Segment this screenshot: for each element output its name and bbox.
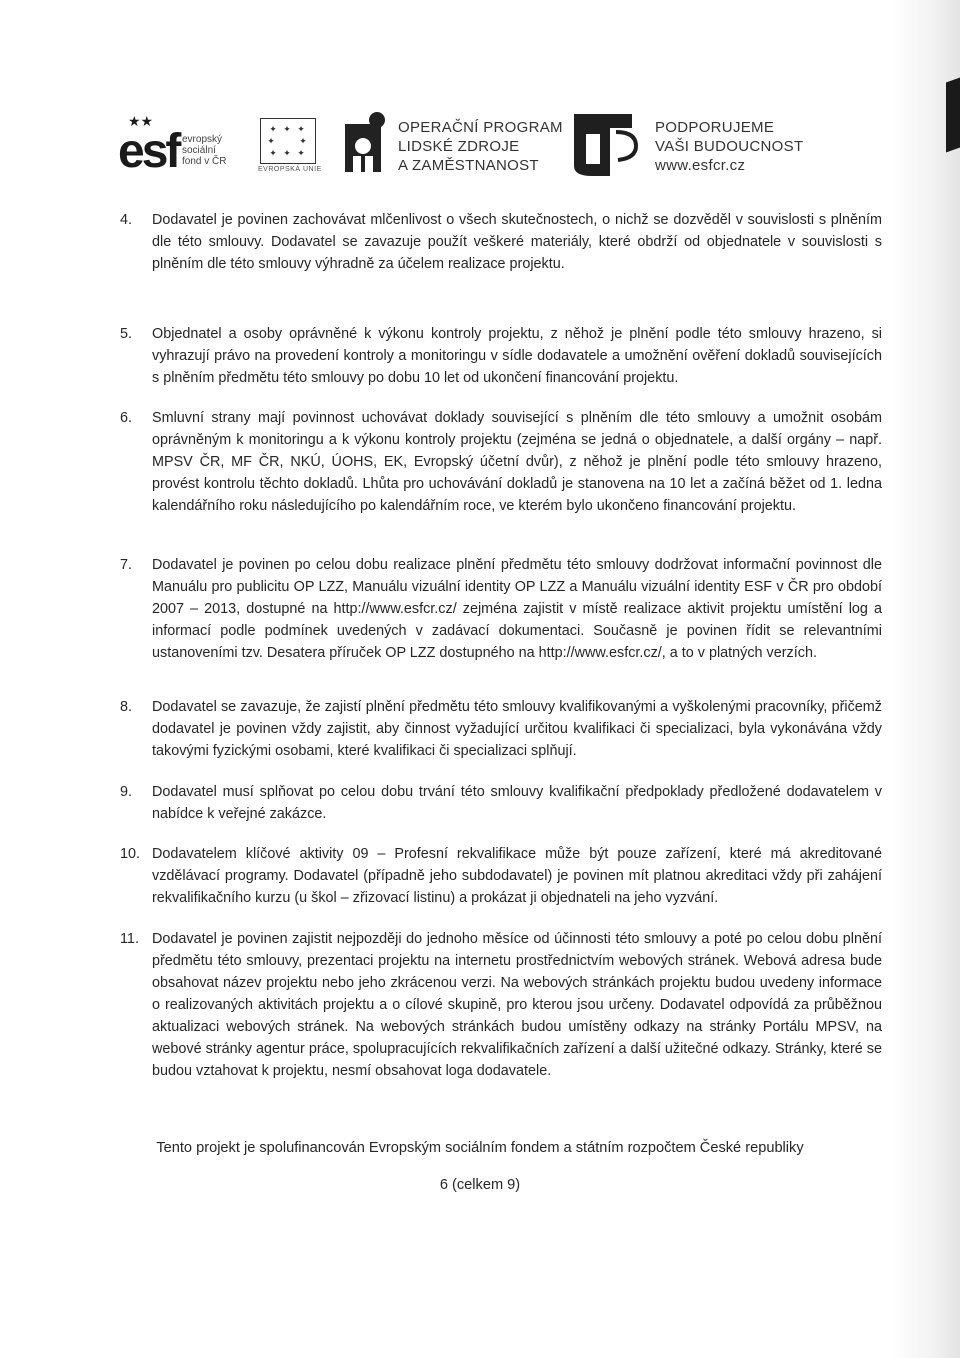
contract-clause-7 xyxy=(120,554,882,664)
op-lz-line: A ZAMĚSTNANOST xyxy=(398,157,539,174)
contract-clause-8 xyxy=(120,696,882,762)
support-line: VAŠI BUDOUCNOST xyxy=(655,138,804,155)
clause-text: Dodavatel je povinen zajistit nejpozději do jednoho měsíce od účinnosti této smlouvy a poté po celou dobu plnění předmětu této smlouvy, prezentaci projektu na internetu prostřednictvím webových stránek. Webová adresa bude obsahovat název projektu nebo jeho zkrácenou verzi. Na webových stránkách projektu budou uvedeny informace o realizovaných aktivitách projektu a o cílové skupině, pro kterou jsou určeny. Dodavatel odpovídá za průběžnou aktualizaci webových stránek. Na webových stránkách budou umístěny odkazy na stránky Portálu MPSV, na webové stránky agentur práce, spolupracujících rekvalifikačních zařízení a další užitečné odkazy. Stránky, které se budou vztahovat k projektu, nesmí obsahovat loga dodavatele. xyxy=(152,931,882,1079)
clause-number: 10. xyxy=(120,846,141,862)
esf-logo-line: fond v ČR xyxy=(182,156,227,167)
eu-flag-icon: ✦ ✦ ✦ ✦ ✦ ✦ ✦ ✦ xyxy=(260,118,316,164)
clause-text: Dodavatel se zavazuje, že zajistí plnění předmětu této smlouvy kvalifikovanými a vyškolenými pracovníky, přičemž dodavatel je povinen vždy zajistit, aby činnost vyžadující určitou kvalifikaci či specializaci, byla vykonávána vždy takovými fyzickými osobami, které kvalifikaci či specializaci splňují. xyxy=(152,699,882,759)
clause-text: Dodavatel je povinen zachovávat mlčenlivost o všech skutečnostech, o nichž se dozvěděl v souvislosti s plněním dle této smlouvy. Dodavatel se zavazuje použít veškeré materiály, které obdrží od objednatele v souvislosti s plněním dle této smlouvy výhradně za účelem realizace projektu. xyxy=(152,212,882,272)
clause-number: 9. xyxy=(120,784,133,800)
esf-logo xyxy=(118,113,322,178)
header-logos xyxy=(118,108,818,183)
clause-number: 6. xyxy=(120,410,133,426)
clause-text: Dodavatel je povinen po celou dobu realizace plnění předmětu této smlouvy dodržovat informační povinnost dle Manuálu pro publicitu OP LZZ, Manuálu vizuální identity OP LZZ a Manuálu vizuální identity ESF v ČR pro období 2007 – 2013, dostupné na http://www.esfcr.cz/ zejména zajistit v místě realizace aktivit projektu umístění log a informací podle podmínek uvedených v zadávací dokumentaci. Současně je povinen řídit se relevantními ustanoveními tzv. Desatera příruček OP LZZ dostupného na http://www.esfcr.cz/, a to v platných verzích. xyxy=(152,557,882,661)
cofinancing-note: Tento projekt je spolufinancován Evropským sociálním fondem a státním rozpočtem České republiky xyxy=(156,1140,804,1156)
support-url: www.esfcr.cz xyxy=(655,157,746,174)
clause-text: Dodavatel musí splňovat po celou dobu trvání této smlouvy kvalifikační předpoklady předložené dodavatelem v nabídce k veřejné zakázce. xyxy=(152,784,882,822)
star-icon: ★★ xyxy=(128,113,154,129)
page-number: 6 (celkem 9) xyxy=(439,1177,521,1193)
clause-number: 4. xyxy=(120,212,133,228)
esf-logo-text xyxy=(182,134,226,167)
clause-number: 11. xyxy=(120,931,139,947)
contract-clause-6 xyxy=(120,407,882,517)
contract-clause-10 xyxy=(120,843,882,909)
support-future-text xyxy=(655,118,803,175)
op-lz-line: OPERAČNÍ PROGRAM xyxy=(398,119,563,136)
esf-logo-line: evropský xyxy=(182,134,223,145)
contract-clause-11 xyxy=(120,928,882,1082)
clause-text: Smluvní strany mají povinnost uchovávat doklady související s plněním dle této smlouvy a umožnit osobám oprávněným k monitoringu a k výkonu kontroly projektu (zejména se jedná o objednatele, a další orgány – např. MPSV ČR, MF ČR, NKÚ, ÚOHS, EK, Evropský účetní dvůr), z něhož je plnění podle této smlouvy hrazeno, provést kontrolu těchto dokladů. Lhůta pro uchovávání dokladů je stanovena na 10 let a začíná běžet od 1. ledna kalendářního roku následujícího po kalendářním roce, ve kterém bylo ukončeno financování projektu. xyxy=(152,410,882,514)
eu-caption: EVROPSKÁ UNIE xyxy=(258,166,322,173)
support-future-logo-icon xyxy=(570,108,640,178)
clause-number: 8. xyxy=(120,699,133,715)
scan-edge-mark xyxy=(946,77,960,152)
clause-number: 7. xyxy=(120,557,133,573)
clause-text: Objednatel a osoby oprávněné k výkonu kontroly projektu, z něhož je plnění podle této smlouvy hrazeno, si vyhrazují právo na provedení kontroly a monitoringu v sídle dodavatele a umožnění ověření dokladů souvisejících s plněním předmětu této smlouvy po dobu 10 let od ukončení financování projektu. xyxy=(152,326,882,386)
esf-logo-letters: esf xyxy=(118,125,179,178)
op-lz-line: LIDSKÉ ZDROJE xyxy=(398,138,520,155)
contract-clause-4 xyxy=(120,209,882,275)
op-lz-text xyxy=(398,118,563,175)
esf-logo-line: sociální xyxy=(182,145,216,156)
clause-text: Dodavatelem klíčové aktivity 09 – Profesní rekvalifikace může být pouze zařízení, které má akreditované vzdělávací programy. Dodavatel (případně jeho subdodavatel) je povinen mít platnou akreditaci vždy při zahájení rekvalifikačního kurzu (u škol – zřizovací listinu) a prokázat ji objednateli na jeho vyzvání. xyxy=(152,846,882,906)
support-line: PODPORUJEME xyxy=(655,119,775,136)
clause-number: 5. xyxy=(120,326,133,342)
contract-clause-5 xyxy=(120,323,882,389)
op-lz-logo-icon xyxy=(343,110,387,174)
contract-clause-9 xyxy=(120,781,882,825)
